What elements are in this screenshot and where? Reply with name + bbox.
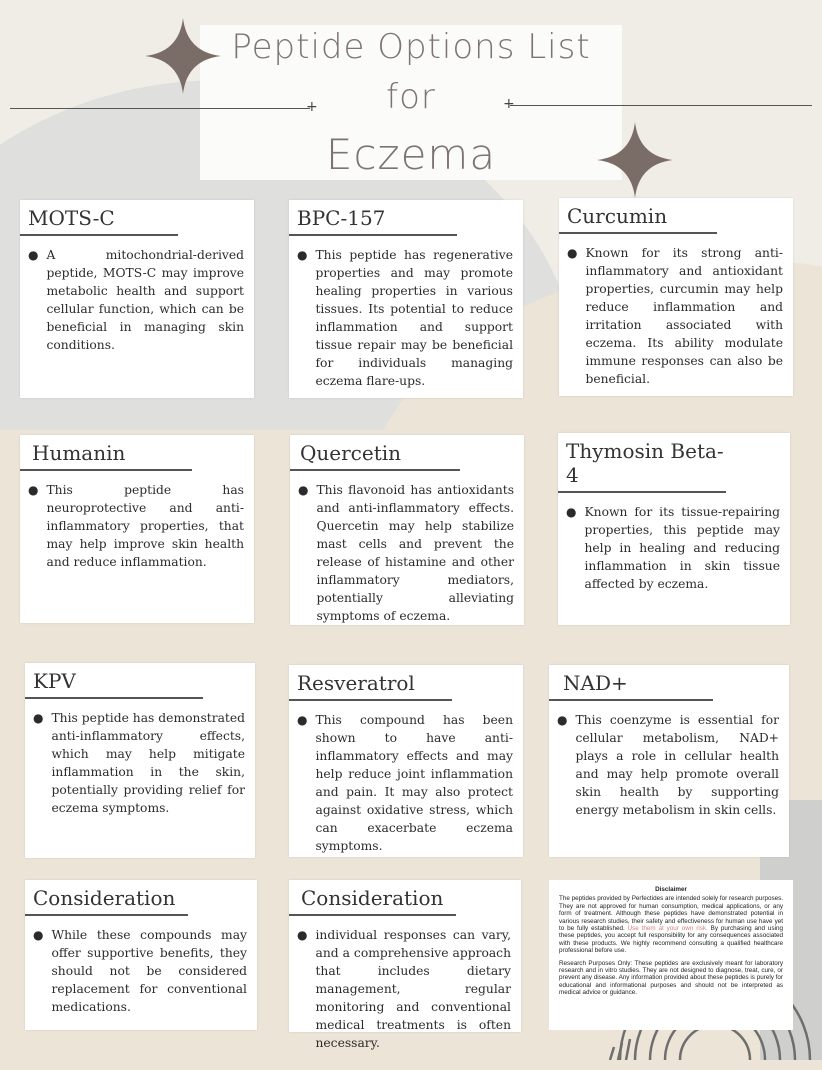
bullet-icon: ● (567, 246, 578, 260)
card-kpv (25, 663, 255, 858)
card-text: Known for its tissue-repairing properties, this peptide may help in healing and reducing inflammation in skin tissue affected by eczema. (584, 505, 780, 591)
card-title: Thymosin Beta-4 (558, 433, 726, 493)
bullet-icon: ● (297, 928, 308, 942)
cross-icon: + (503, 96, 515, 112)
card-text: individual responses can vary, and a comprehensive approach that includes dietary management, regular monitoring and conventional medical treatments is often necessary. (315, 928, 511, 1050)
disclaimer-highlight: Use them at your own risk. (627, 925, 708, 933)
card-text: This peptide has regenerative properties and may promote healing properties in various tissues. Its potential to reduce inflammation and support tissue repair may be beneficial for individuals managing eczema flare-ups. (315, 248, 513, 388)
card-nad-plus (549, 665, 789, 857)
disclaimer-paragraph-2: Research Purposes Only: These peptides are exclusively meant for laboratory research and in vitro studies. They are not designed to diagnose, treat, cure, or prevent any disease. Any information provided about these peptides is purely for educational and informational purposes and should not be interpreted as medical advice or guidance. (559, 959, 783, 997)
card-title: Resveratrol (289, 665, 452, 701)
card-resveratrol (289, 665, 523, 857)
bullet-icon: ● (33, 928, 44, 942)
card-text: A mitochondrial-derived peptide, MOTS-C may improve metabolic health and support cellular function, which can be beneficial in managing skin conditions. (46, 248, 244, 352)
disclaimer-text: By purchasing and using these peptides, you accept full responsibility for any consequences associated with these products. We highly recommend consulting a qualified healthcare professional before use. (559, 925, 783, 955)
bullet-icon: ● (298, 483, 309, 497)
card-humanin (20, 435, 254, 623)
title-line-1: Peptide Options List (231, 27, 591, 67)
cross-icon: + (306, 99, 318, 115)
card-text: This peptide has demonstrated anti-inflammatory effects, which may help mitigate inflammation in the skin, potentially providing relief for eczema symptoms. (51, 711, 245, 815)
card-text: This coenzyme is essential for cellular metabolism, NAD+ plays a role in cellular health and may help promote overall skin health by supporting energy metabolism in skin cells. (575, 713, 779, 817)
card-title: Consideration (25, 880, 188, 916)
title-box (200, 25, 622, 180)
sparkle-star-icon (145, 18, 221, 94)
card-curcumin (559, 198, 793, 396)
card-title: Curcumin (559, 198, 717, 234)
card-title: MOTS-C (20, 200, 178, 236)
card-text: Known for its strong anti-inflammatory and antioxidant properties, curcumin may help reduce inflammation and irritation associated with eczema. Its ability modulate immune responses can also be beneficial. (585, 246, 783, 386)
bullet-icon: ● (33, 711, 44, 725)
bullet-icon: ● (297, 713, 308, 727)
title-rule-right (510, 105, 812, 106)
title-rule-left (10, 108, 310, 109)
card-text: While these compounds may offer supportive benefits, they should not be considered replacement for conventional medications. (51, 928, 247, 1014)
bullet-icon: ● (28, 248, 39, 262)
disclaimer-box (549, 880, 793, 1030)
card-title: Quercetin (290, 435, 460, 471)
card-text: This peptide has neuroprotective and anti-inflammatory properties, that may help improve skin health and reduce inflammation. (46, 483, 244, 569)
card-bpc-157 (289, 200, 523, 398)
card-title: Humanin (20, 435, 192, 471)
disclaimer-text: The peptides provided by Perfectides are intended solely for research purposes. They are not approved for human consumption, medical applications, or any form of treatment. Although these peptides have demonstrated potential in various research studies, their safety and effectiveness for human use have yet to be fully established. (559, 895, 783, 933)
card-thymosin-beta-4 (558, 433, 790, 625)
bullet-icon: ● (557, 713, 568, 727)
card-text: This compound has been shown to have anti-inflammatory effects and may help reduce joint inflammation and pain. It may also protect against oxidative stress, which can exacerbate eczema symptoms. (315, 713, 513, 853)
card-consideration-2 (289, 880, 521, 1050)
disclaimer-title: Disclaimer (655, 886, 687, 893)
card-mots-c (20, 200, 254, 398)
title-line-3: Eczema (325, 130, 497, 179)
disclaimer-paragraph-1 (559, 895, 783, 954)
sparkle-star-icon (597, 122, 673, 198)
card-title: Consideration (289, 880, 456, 916)
bullet-icon: ● (297, 248, 308, 262)
title-line-2: for (386, 77, 436, 117)
card-consideration-1 (25, 880, 257, 1030)
bullet-icon: ● (566, 505, 577, 519)
card-title: KPV (25, 663, 203, 699)
card-title: NAD+ (549, 665, 713, 701)
card-title: BPC-157 (289, 200, 457, 236)
card-text: This flavonoid has antioxidants and anti-inflammatory effects. Quercetin may help stabilize mast cells and prevent the release of histamine and other inflammatory mediators, potentially alleviating symptoms of eczema. (316, 483, 514, 623)
card-quercetin (290, 435, 524, 625)
bullet-icon: ● (28, 483, 39, 497)
